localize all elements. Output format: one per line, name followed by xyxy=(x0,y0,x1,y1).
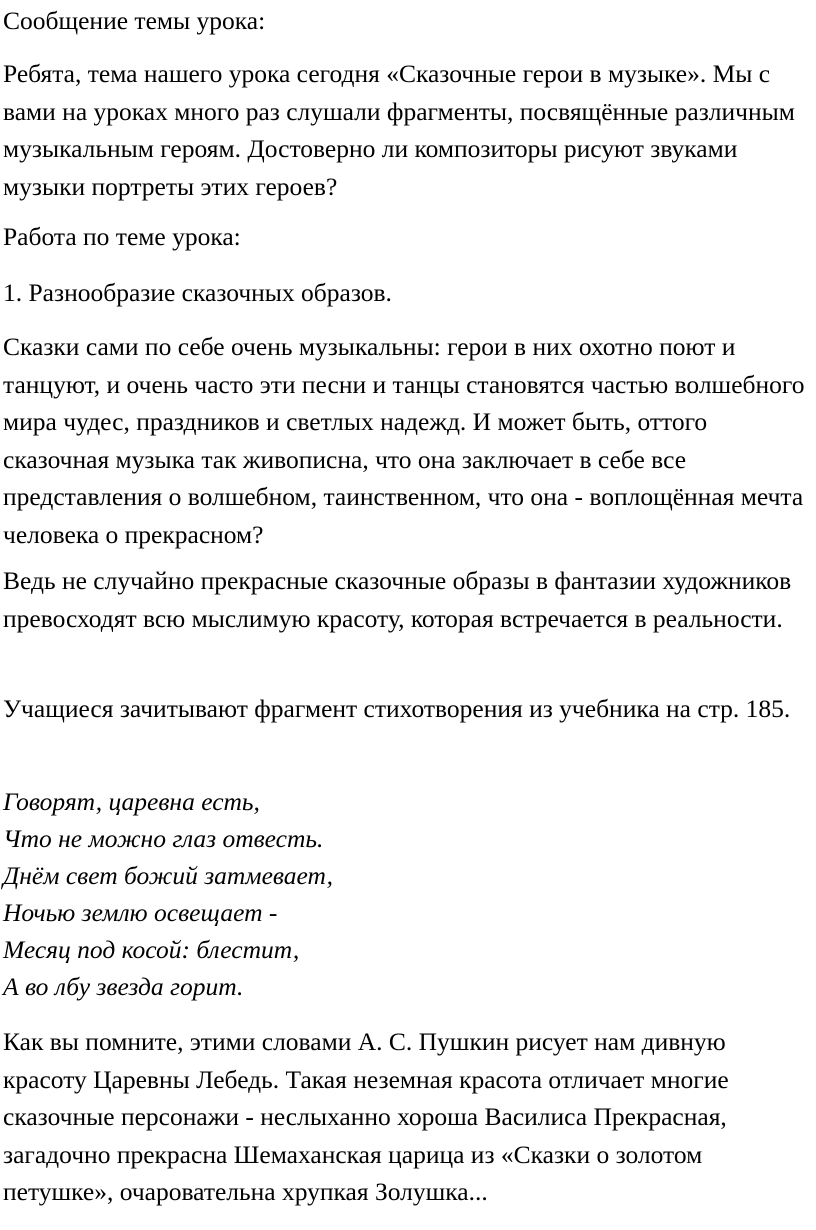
fairy-tales-paragraph: Сказки сами по себе очень музыкальны: герои в них охотно поют и танцуют, и очень часто эти песни и танцы становятся частью волшебного мира чудес, праздников и светлых надежд. И может быть, оттого сказочная музыка так живописна, что она заключает в себе все представления о волшебном, таинственном, что она - воплощённая мечта человека о прекрасном? xyxy=(3,332,805,549)
students-paragraph: Учащиеся зачитывают фрагмент стихотворения из учебника на стр. 185. xyxy=(3,694,791,723)
poem-line: А во лбу звезда горит. xyxy=(3,972,244,1001)
work-heading: Работа по теме урока: xyxy=(3,222,241,251)
section-item-1: 1. Разнообразие сказочных образов. xyxy=(3,278,392,307)
poem-line: Ночью землю освещает - xyxy=(3,898,278,927)
pushkin-paragraph: Как вы помните, этими словами А. С. Пушкин рисует нам дивную красоту Царевны Лебедь. Такая неземная красота отличает многие сказочные персонажи - неслыханно хороша Василиса Прекрасная, загадочно прекрасна Шемаханская царица из «Сказки о золотом петушке», очаровательна хрупкая Золушка... xyxy=(3,1027,729,1206)
intro-paragraph: Ребята, тема нашего урока сегодня «Сказочные герои в музыке». Мы с вами на уроках много раз слушали фрагменты, посвящённые различным музыкальным героям. Достоверно ли композиторы рисуют звуками музыки портреты этих героев? xyxy=(3,59,795,201)
poem-line: Что не можно глаз отвесть. xyxy=(3,824,324,853)
lesson-topic-heading: Сообщение темы урока: xyxy=(3,6,266,35)
poem-line: Месяц под косой: блестит, xyxy=(3,935,300,964)
poem-block xyxy=(3,783,813,1005)
art-paragraph: Ведь не случайно прекрасные сказочные образы в фантазии художников превосходят всю мыслимую красоту, которая встречается в реальности. xyxy=(3,566,792,633)
poem-line: Говорят, царевна есть, xyxy=(3,787,260,816)
poem-line: Днём свет божий затмевает, xyxy=(3,861,333,890)
